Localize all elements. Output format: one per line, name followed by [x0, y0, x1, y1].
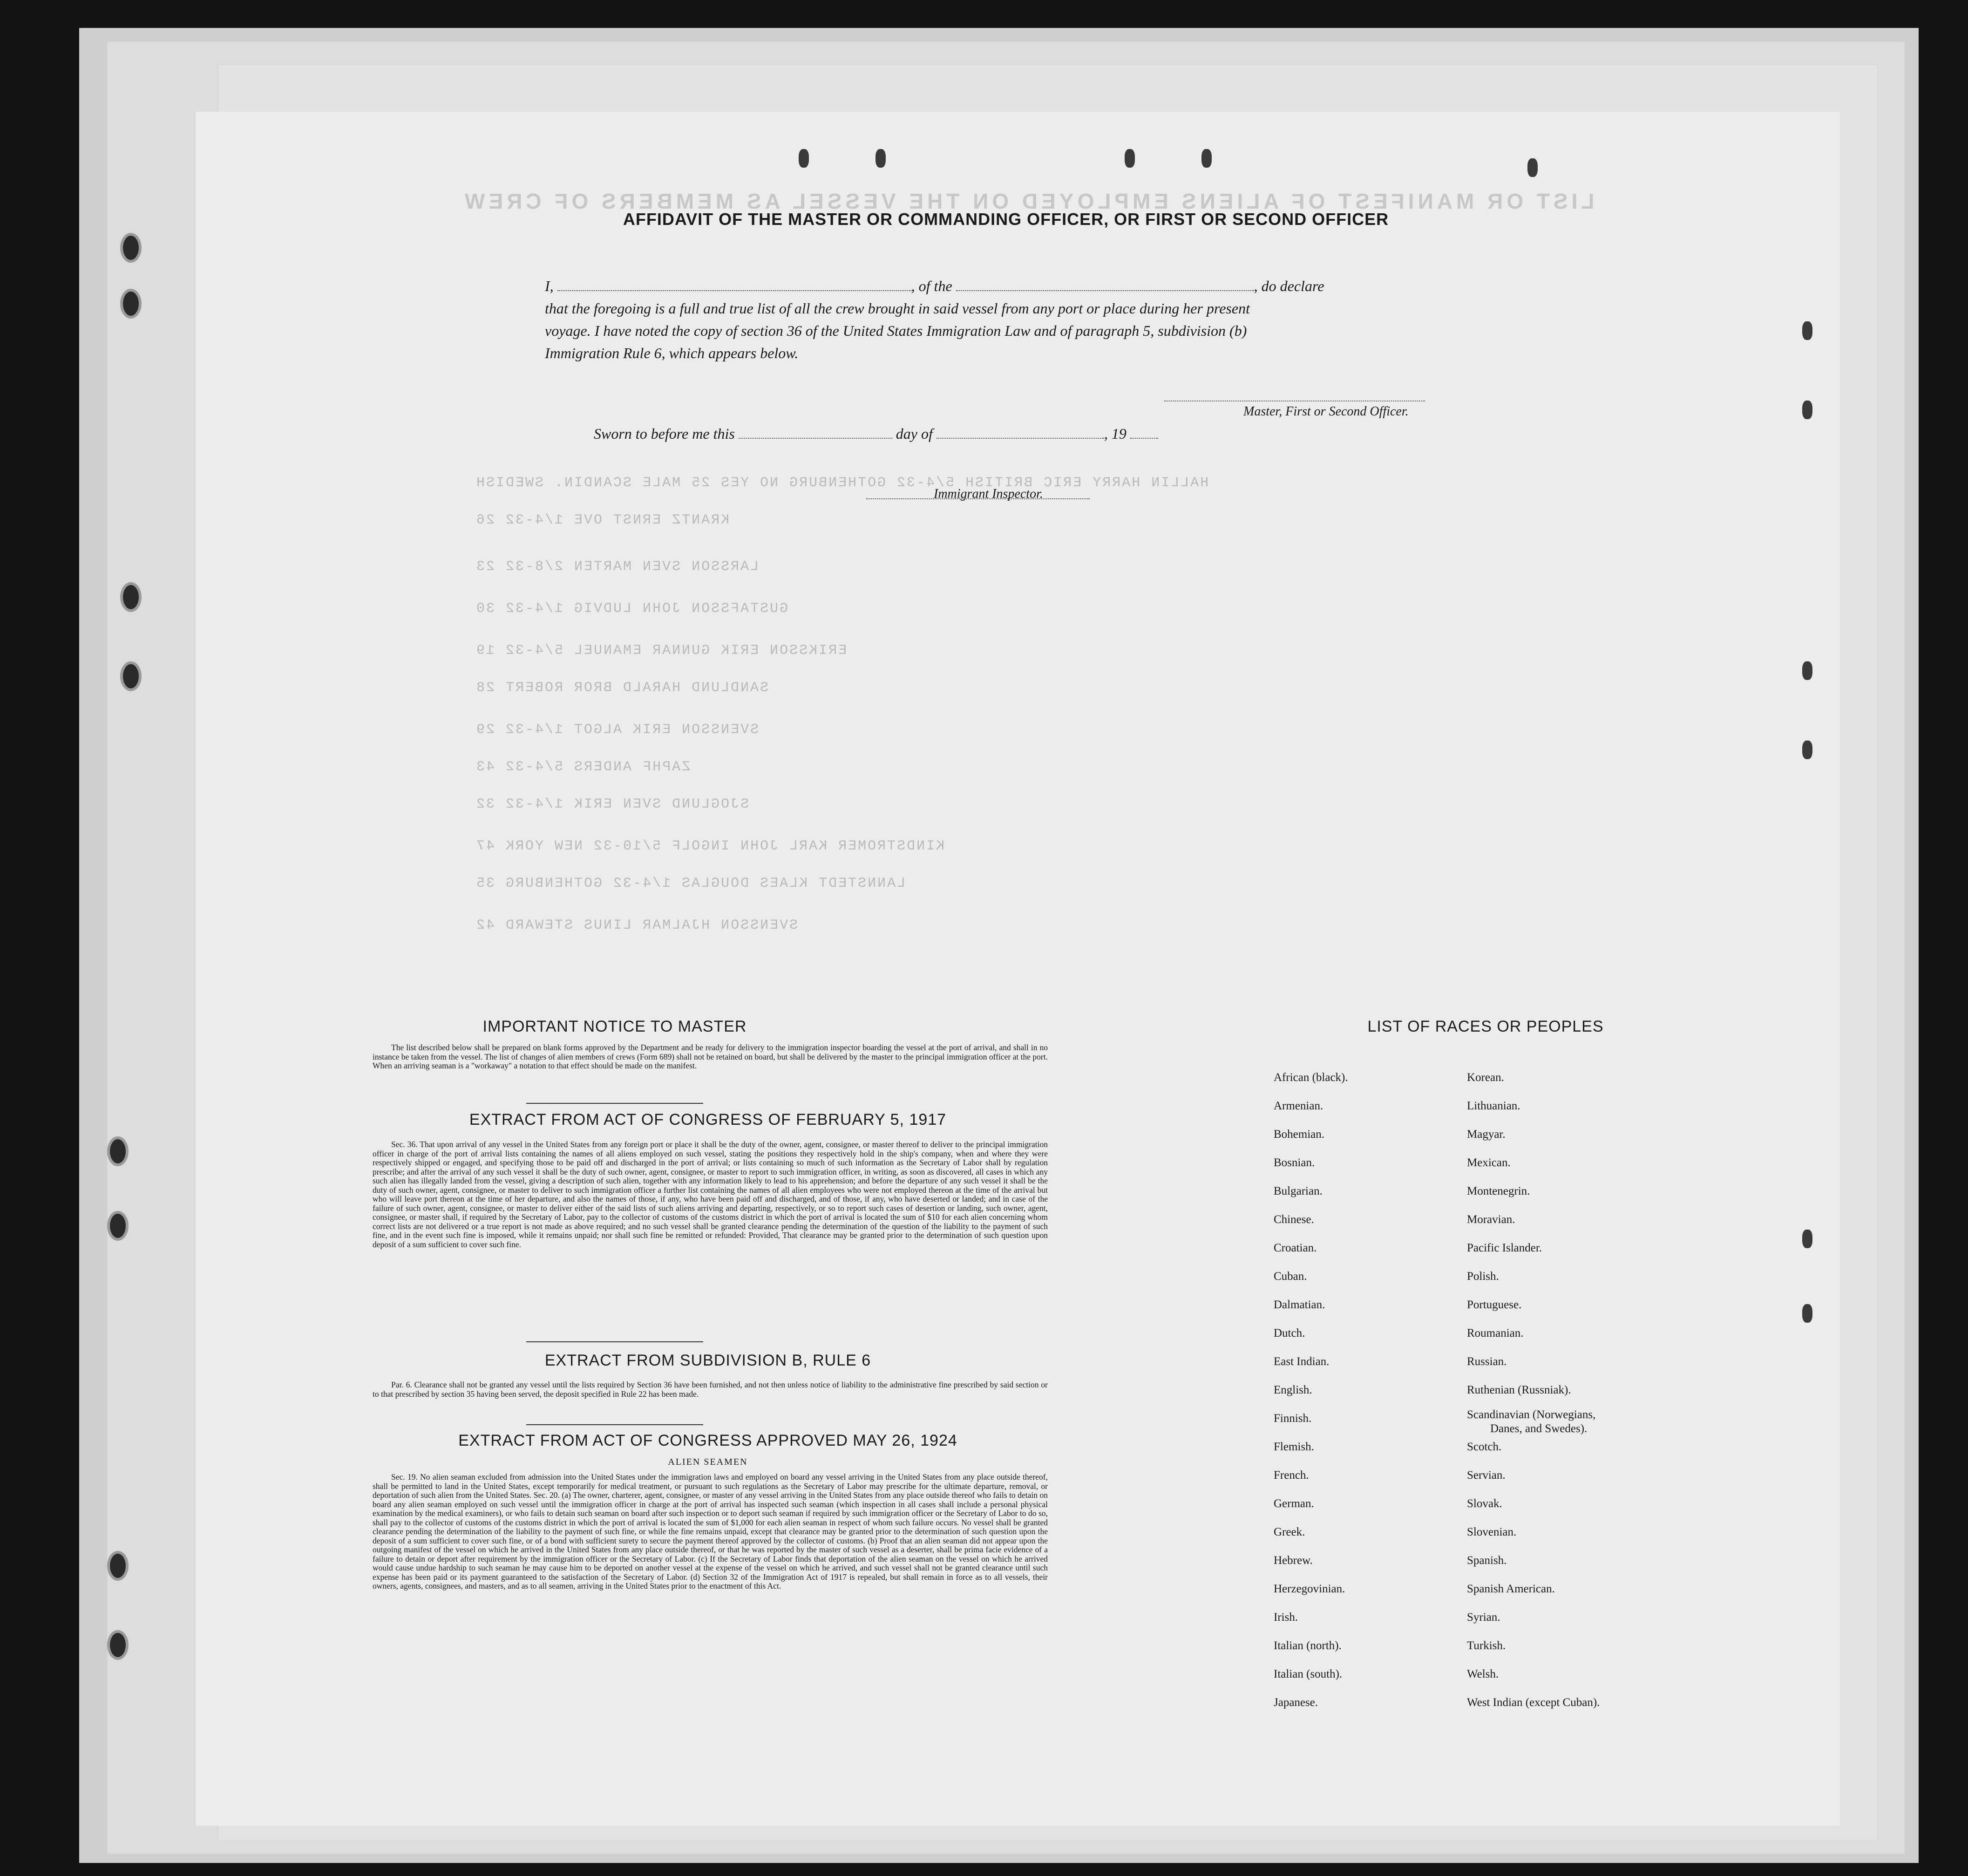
race-item: Polish.: [1467, 1270, 1499, 1283]
punch-mark: [1125, 149, 1135, 168]
show-through-row: SANDLUND HARALD BROR ROBERT 28: [475, 680, 769, 696]
affidavit-line-3: voyage. I have noted the copy of section 36 of the United States Immigration Law and of paragraph 5, subdivision (b): [545, 322, 1247, 339]
race-item: Pacific Islander.: [1467, 1242, 1542, 1254]
notice-heading: IMPORTANT NOTICE TO MASTER: [482, 1018, 747, 1035]
race-item: Turkish.: [1467, 1639, 1506, 1652]
race-item: Moravian.: [1467, 1213, 1515, 1226]
affidavit-body: [545, 275, 1458, 364]
race-item: Ruthenian (Russniak).: [1467, 1384, 1571, 1396]
show-through-row: KRANTZ ERNST OVE 1/4-32 26: [475, 512, 730, 528]
show-through-heading: LIST OR MANIFEST OF ALIENS EMPLOYED ON THE VESSEL AS MEMBERS OF CREW: [461, 189, 1595, 213]
show-through-row: SVENSSON HJALMAR LINUS STEWARD 42: [475, 918, 798, 933]
race-item: Irish.: [1274, 1611, 1298, 1624]
race-item: Finnish.: [1274, 1412, 1312, 1425]
race-item: Bohemian.: [1274, 1128, 1325, 1141]
race-item: Roumanian.: [1467, 1327, 1524, 1339]
sworn-text: Sworn to before me this: [594, 425, 735, 442]
race-item: Slovak.: [1467, 1497, 1502, 1510]
affidavit-declare: , do declare: [1254, 278, 1324, 294]
race-item: Korean.: [1467, 1071, 1504, 1084]
race-item: German.: [1274, 1497, 1314, 1510]
race-item: Spanish.: [1467, 1554, 1507, 1567]
affidavit-i: I,: [545, 278, 554, 294]
affidavit-line-1: [545, 275, 1458, 297]
race-item: Herzegovinian.: [1274, 1583, 1345, 1595]
race-item: Croatian.: [1274, 1242, 1317, 1254]
race-item: East Indian.: [1274, 1355, 1330, 1368]
vessel-blank[interactable]: [956, 276, 1254, 291]
alien-seamen-subheading: ALIEN SEAMEN: [668, 1457, 748, 1467]
binder-hole: [120, 233, 142, 263]
race-item: Magyar.: [1467, 1128, 1506, 1141]
punch-mark: [1802, 321, 1812, 340]
binder-hole: [120, 289, 142, 319]
race-item: Japanese.: [1274, 1696, 1318, 1709]
race-item: Dutch.: [1274, 1327, 1305, 1339]
race-item: Spanish American.: [1467, 1583, 1555, 1595]
race-item: Scandinavian (Norwegians,: [1467, 1408, 1596, 1421]
affidavit-title: AFFIDAVIT OF THE MASTER OR COMMANDING OFFICER, OR FIRST OR SECOND OFFICER: [623, 210, 1389, 229]
race-item: Servian.: [1467, 1469, 1506, 1482]
punch-mark: [1802, 401, 1812, 419]
race-item: African (black).: [1274, 1071, 1348, 1084]
signature-label: Master, First or Second Officer.: [1243, 404, 1409, 419]
punch-mark: [1802, 1304, 1812, 1323]
divider: [526, 1424, 703, 1425]
extract-1917-heading: EXTRACT FROM ACT OF CONGRESS OF FEBRUARY 5, 1917: [469, 1111, 947, 1128]
show-through-row: GUSTAFSSON JOHN LUDVIG 1/4-32 30: [475, 601, 788, 617]
race-item: Scotch.: [1467, 1441, 1502, 1453]
race-item: Russian.: [1467, 1355, 1507, 1368]
year-text: , 19: [1104, 425, 1127, 442]
race-item: Italian (north).: [1274, 1639, 1342, 1652]
extract-1924-text: Sec. 19. No alien seaman excluded from admission into the United States under the immigration laws and employed on board any vessel arriving in the United States from any place outside thereof, shall be permitted to land in the United States, except temporarily for medical treatment, or pursuant to such regulations as the Secretary of Labor may prescribe for the ultimate departure, removal, or deportation of such alien from the United States. Sec. 20. (a) The owner, charterer, agent, consignee, or master of any vessel arriving in the United States from any place outside thereof who fails to detain on board any alien seaman employed on such vessel until the immigration officer in charge at the port of arrival has inspected such seaman (which inspection in all cases shall include a personal physical examination by the medical examiners), or who fails to detain such seaman on board after such inspection or to deport such seaman if required by such immigration officer or the Secretary of Labor to do so, shall pay to the collector of customs of the customs district in which the port of arrival is located the sum of $1,000 for each alien seaman in respect of whom such failure occurs. No vessel shall be granted clearance pending the determination of the liability to the payment of such fine, or while the fine remains unpaid, except that clearance may be granted prior to the determination of such question upon the deposit of a sum sufficient to cover such fine, or of a bond with sufficient surety to secure the payment thereof approved by the collector of customs. (b) Proof that an alien seaman did not appear upon the outgoing manifest of the vessel on which he arrived in the United States from any place outside thereof, or that he was reported by the master of such vessel as a deserter, shall be prima facie evidence of a failure to detain or deport after requirement by the immigration officer or the Secretary of Labor. (c) If the Secretary of Labor finds that deportation of the alien seaman on the vessel on which he arrived would cause undue hardship to such seaman he may cause him to be deported on another vessel at the expense of the vessel on which he arrived, and such vessel shall not be granted clearance until such expense has been paid or its payment guaranteed to the satisfaction of the Secretary of Labor. (d) Section 32 of the Immigration Act of 1917 is repealed, but shall remain in force as to all vessels, their owners, agents, consignees, and masters, and as to all seamen, arriving in the United States prior to the enactment of this Act.: [373, 1472, 1048, 1591]
punch-mark: [1802, 661, 1812, 680]
punch-mark: [1201, 149, 1212, 168]
extract-1924-heading: EXTRACT FROM ACT OF CONGRESS APPROVED MAY 26, 1924: [458, 1432, 957, 1449]
race-item: Welsh.: [1467, 1668, 1499, 1680]
show-through-row: LANNSTEDT KLAES DOUGLAS 1/4-32 GOTHENBURG 35: [475, 876, 906, 891]
punch-mark: [875, 149, 886, 168]
divider: [526, 1341, 703, 1342]
binder-hole: [107, 1211, 129, 1241]
race-item: Syrian.: [1467, 1611, 1500, 1624]
race-item: Dalmatian.: [1274, 1298, 1325, 1311]
inspector-label: Immigrant Inspector.: [934, 487, 1043, 501]
race-item: Bosnian.: [1274, 1156, 1315, 1169]
show-through-row: ERIKSSON ERIK GUNNAR EMANUEL 5/4-32 19: [475, 643, 847, 659]
affidavit-of-the: , of the: [911, 278, 952, 294]
race-item: Hebrew.: [1274, 1554, 1313, 1567]
show-through-row: HALLIN HARRY ERIC BRITISH 5/4-32 GOTHENBURG NO YES 25 MALE SCANDIN. SWEDISH: [475, 475, 1209, 491]
punch-mark: [799, 149, 809, 168]
binder-hole: [107, 1630, 129, 1660]
race-item: English.: [1274, 1384, 1312, 1396]
show-through-row: KINDSTROMER KARL JOHN INGOLF 5/10-32 NEW YORK 47: [475, 838, 945, 854]
race-item: Slovenian.: [1467, 1526, 1517, 1538]
race-item: West Indian (except Cuban).: [1467, 1696, 1600, 1709]
sworn-statement: [594, 424, 1158, 442]
month-blank[interactable]: [936, 424, 1104, 439]
binder-hole: [107, 1136, 129, 1166]
show-through-row: SVENSSON ERIK ALGOT 1/4-32 29: [475, 722, 759, 738]
race-item: Italian (south).: [1274, 1668, 1343, 1680]
race-item: Armenian.: [1274, 1100, 1323, 1112]
race-item: Mexican.: [1467, 1156, 1511, 1169]
rule-6-heading: EXTRACT FROM SUBDIVISION B, RULE 6: [544, 1352, 871, 1369]
punch-mark: [1802, 741, 1812, 759]
race-item: Flemish.: [1274, 1441, 1314, 1453]
race-item: Danes, and Swedes).: [1490, 1422, 1588, 1435]
race-item: Montenegrin.: [1467, 1185, 1530, 1197]
show-through-row: LARSSON SVEN MARTEN 2/8-32 23: [475, 559, 759, 575]
day-blank[interactable]: [739, 424, 892, 439]
extract-1917-text: Sec. 36. That upon arrival of any vessel in the United States from any foreign port or place it shall be the duty of the owner, agent, consignee, or master thereof to deliver to the principal immigration officer in charge of the port of arrival lists containing the names of all aliens employed on such vessel, stating the positions they respectively hold in the ship's company, when and where they were respectively shipped or engaged, and specifying those to be paid off and discharged in the port of arrival; or lists containing so much of such information as the Secretary of Labor shall by regulation prescribe; and after the arrival of any such vessel it shall be the duty of such owner, agent, consignee, or master to report to such immigration officer, in writing, as soon as discovered, all cases in which any such alien has illegally landed from the vessel, giving a description of such alien, together with any information likely to lead to his apprehension; and before the departure of any such vessel it shall be the duty of such owner, agent, consignee, or master to deliver to such immigration officer a further list containing the names of all alien employees who were not employed thereon at the time of the arrival but who will leave port thereon at the time of her departure, and also the names of those, if any, who have been paid off and discharged, and of those, if any, who have deserted or landed; and in case of the failure of such owner, agent, consignee, or master to deliver either of the said lists of such aliens arriving and departing, respectively, or so to report such cases of desertion or landing, such owner, agent, consignee, or master shall, if required by the Secretary of Labor, pay to the collector of customs of the customs district in which the port of arrival is located the sum of $10 for each alien concerning whom correct lists are not delivered or a true report is not made as above required; and no such vessel shall be granted clearance pending the determination of the question of the liability to the payment of such fine, and in the event such fine is imposed, while it remains unpaid; nor shall such fine be remitted or refunded: Provided, That clearance may be granted prior to the determination of such question upon deposit of a sum sufficient to cover such fine.: [373, 1140, 1048, 1249]
race-item: Lithuanian.: [1467, 1100, 1520, 1112]
day-of-text: day of: [896, 425, 933, 442]
affidavit-line-4: Immigration Rule 6, which appears below.: [545, 345, 799, 361]
show-through-row: SJOGLUND SVEN ERIK 1/4-32 32: [475, 796, 749, 812]
name-blank[interactable]: [557, 276, 911, 291]
punch-mark: [1802, 1230, 1812, 1248]
races-title: LIST OF RACES OR PEOPLES: [1367, 1018, 1604, 1035]
binder-hole: [120, 582, 142, 612]
show-through-row: ZAPHF ANDERS 5/4-32 43: [475, 759, 691, 775]
year-blank[interactable]: [1130, 424, 1158, 439]
notice-text: The list described below shall be prepared on blank forms approved by the Department and be ready for delivery to the immigration inspector boarding the vessel at the port of arrival, and shall in no instance be taken from the vessel. The list of changes of alien members of crews (Form 689) shall not be retained on board, but shall be delivered by the master to the principal immigration officer at the port. When an arriving seaman is a "workaway" a notation to that effect should be made on the manifest.: [373, 1043, 1048, 1070]
race-item: Cuban.: [1274, 1270, 1307, 1283]
binder-hole: [120, 661, 142, 691]
binder-hole: [107, 1551, 129, 1581]
race-item: Bulgarian.: [1274, 1185, 1323, 1197]
rule-6-text: Par. 6. Clearance shall not be granted any vessel until the lists required by Section 36 have been furnished, and not then unless notice of liability to the administrative fine prescribed by said section or to that prescribed by section 35 having been served, the deposit specified in Rule 22 has been made.: [373, 1380, 1048, 1399]
race-item: French.: [1274, 1469, 1309, 1482]
race-item: Portuguese.: [1467, 1298, 1522, 1311]
affidavit-line-2: that the foregoing is a full and true list of all the crew brought in said vessel from any port or place during her present: [545, 300, 1250, 317]
divider: [526, 1103, 703, 1104]
race-item: Greek.: [1274, 1526, 1305, 1538]
punch-mark: [1527, 158, 1538, 177]
race-item: Chinese.: [1274, 1213, 1314, 1226]
